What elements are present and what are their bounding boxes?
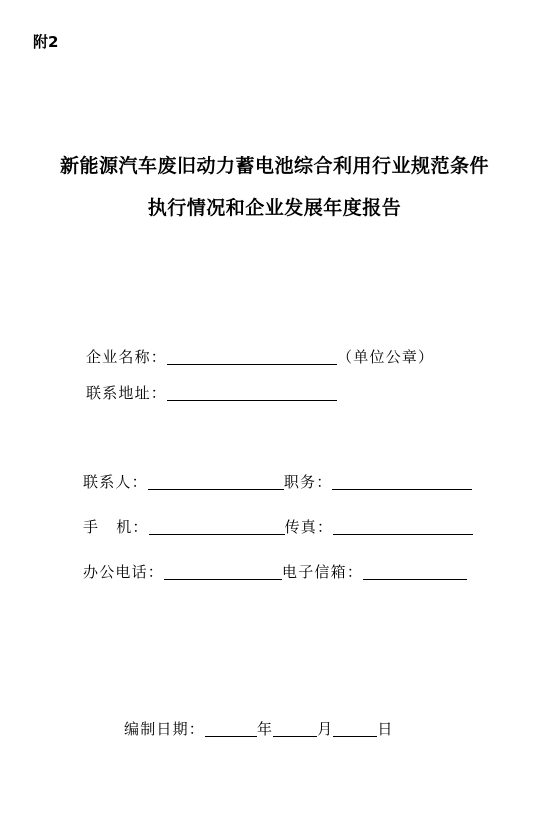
compile-date-row <box>124 718 394 739</box>
year-label: 年 <box>257 720 274 738</box>
position-label: 职务： <box>283 473 333 491</box>
address-blank[interactable] <box>167 382 337 401</box>
year-blank[interactable] <box>205 718 257 737</box>
company-name-row <box>86 346 434 367</box>
compile-date-label: 编制日期： <box>124 720 206 738</box>
report-title-line-1: 新能源汽车废旧动力蓄电池综合利用行业规范条件 <box>59 155 489 177</box>
day-blank[interactable] <box>333 718 377 737</box>
day-label: 日 <box>377 720 394 738</box>
mobile-blank[interactable] <box>149 516 285 535</box>
office-phone-blank[interactable] <box>164 561 282 580</box>
contact-person-blank[interactable] <box>148 471 284 490</box>
email-blank[interactable] <box>363 561 467 580</box>
month-label: 月 <box>317 720 334 738</box>
contact-person-label: 联系人： <box>83 473 148 491</box>
mobile-row <box>83 516 473 537</box>
position-blank[interactable] <box>332 471 472 490</box>
address-row <box>86 382 337 403</box>
company-name-label: 企业名称： <box>86 348 168 366</box>
attachment-label: 附2 <box>33 33 59 51</box>
address-label: 联系地址： <box>86 384 168 402</box>
report-title-line-2: 执行情况和企业发展年度报告 <box>147 197 402 219</box>
fax-blank[interactable] <box>333 516 473 535</box>
email-label: 电子信箱： <box>282 563 364 581</box>
company-name-blank[interactable] <box>167 346 337 365</box>
mobile-label-first: 手 <box>83 518 100 536</box>
month-blank[interactable] <box>273 718 317 737</box>
office-phone-row <box>83 561 467 582</box>
fax-label: 传真： <box>284 518 334 536</box>
contact-person-row <box>83 471 472 492</box>
office-phone-label: 办公电话： <box>83 563 165 581</box>
mobile-label-second: 机： <box>116 518 149 536</box>
stamp-note: （单位公章） <box>337 348 435 366</box>
